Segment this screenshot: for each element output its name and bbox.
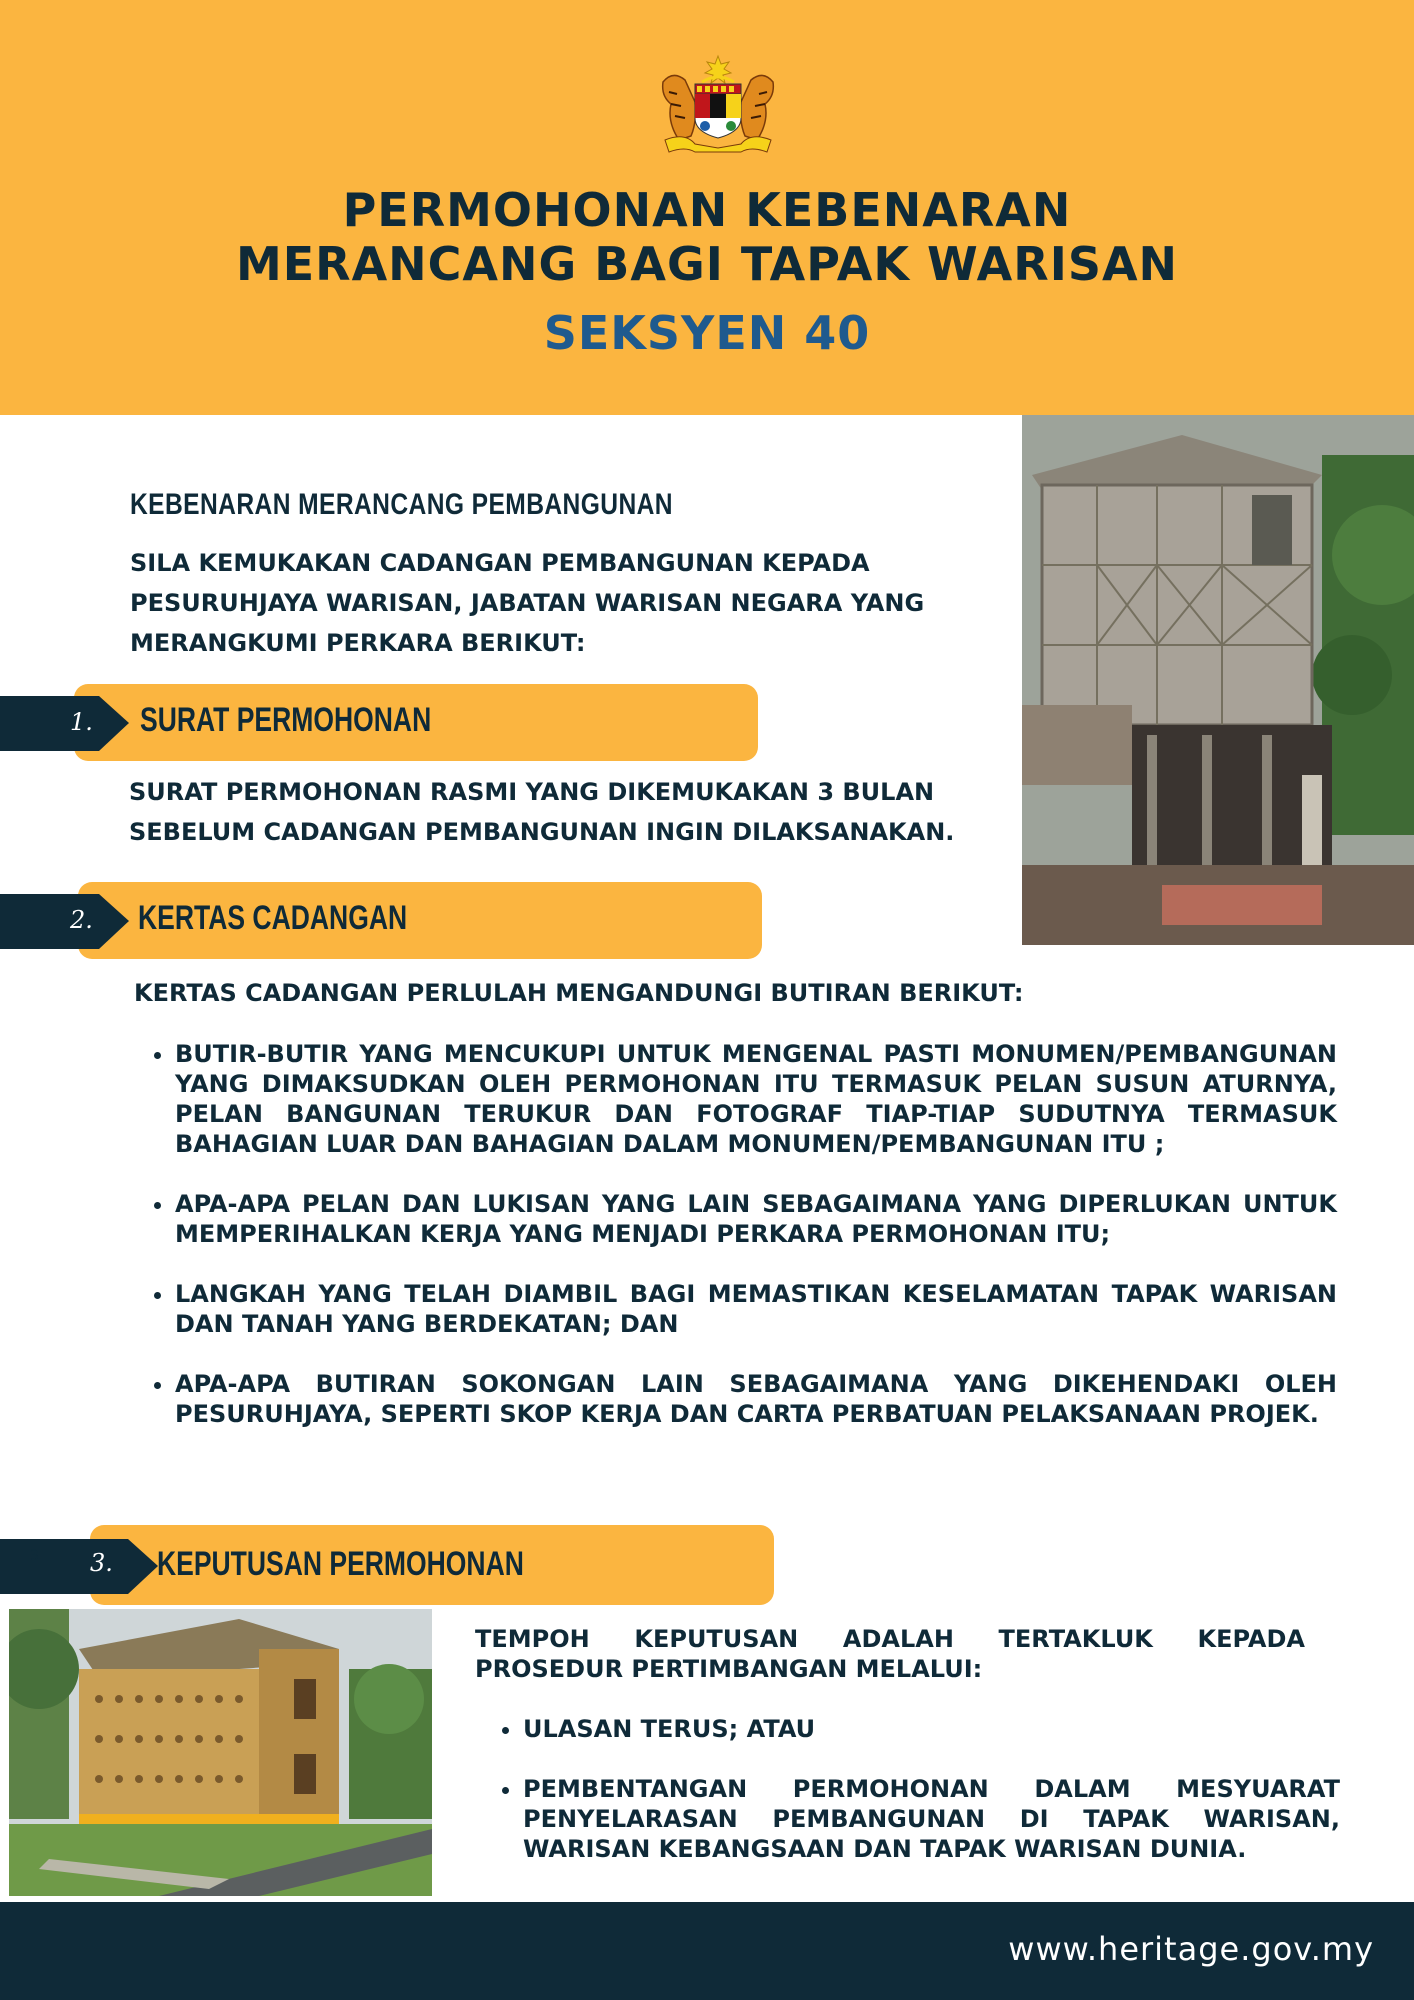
page-title-line-1: PERMOHONAN KEBENARAN [342,183,1072,237]
section-1-title: SURAT PERMOHONAN [140,701,432,739]
section-3-small-number: 3 [30,1548,39,1564]
section-2-number: 2. [70,906,93,934]
heritage-building-photo [9,1609,432,1896]
section-3-title: KEPUTUSAN PERMOHONAN [157,1545,524,1583]
section-2-band [0,882,762,959]
list-item: • APA-APA BUTIRAN SOKONGAN LAIN SEBAGAIMANA YANG DIKEHENDAKI OLEH PESURUHJAYA, SEPERTI SKOP KERJA DAN CARTA PERBATUAN PELAKSANAAN PROJEK. [175,1369,1337,1429]
footer-bar [0,1902,1414,2000]
intro-heading: KEBENARAN MERANCANG PEMBANGUNAN [130,488,673,521]
list-item: • APA-APA PELAN DAN LUKISAN YANG LAIN SEBAGAIMANA YANG DIPERLUKAN UNTUK MEMPERIHALKAN KERJA YANG MENJADI PERKARA PERMOHONAN ITU; [175,1189,1337,1249]
page-subtitle: SEKSYEN 40 [543,306,871,360]
list-item: • BUTIR-BUTIR YANG MENCUKUPI UNTUK MENGENAL PASTI MONUMEN/PEMBANGUNAN YANG DIMAKSUDKAN OLEH PERMOHONAN ITU TERMASUK PELAN SUSUN ATURNYA, PELAN BANGUNAN TERUKUR DAN FOTOGRAF TIAP-TIAP SUDUTNYA TERMASUK BAHAGIAN LUAR DAN BAHAGIAN DALAM MONUMEN/PEMBANGUNAN ITU ; [175,1039,1337,1159]
section-1-number: 1. [70,708,93,736]
page-title-line-2: MERANCANG BAGI TAPAK WARISAN [235,237,1179,291]
section-1-band [0,684,760,761]
heritage-house-photo [1022,415,1414,945]
list-item: • ULASAN TERUS; ATAU [523,1714,1340,1744]
section-2-bullet-list [140,1039,1337,1459]
section-2-text: KERTAS CADANGAN PERLULAH MENGANDUNGI BUTIRAN BERIKUT: [134,979,1024,1007]
intro-text: SILA KEMUKAKAN CADANGAN PEMBANGUNAN KEPADA PESURUHJAYA WARISAN, JABATAN WARISAN NEGARA YANG MERANGKUMI PERKARA BERIKUT: [130,549,925,657]
section-2-title: KERTAS CADANGAN [138,899,408,937]
section-3-band [0,1525,775,1602]
list-item: • PEMBENTANGAN PERMOHONAN DALAM MESYUARAT PENYELARASAN PEMBANGUNAN DI TAPAK WARISAN, WARISAN KEBANGSAAN DAN TAPAK WARISAN DUNIA. [523,1774,1340,1864]
list-item: • LANGKAH YANG TELAH DIAMBIL BAGI MEMASTIKAN KESELAMATAN TAPAK WARISAN DAN TANAH YANG BERDEKATAN; DAN [175,1279,1337,1339]
header-banner [0,0,1414,415]
section-1-text: SURAT PERMOHONAN RASMI YANG DIKEMUKAKAN 3 BULAN SEBELUM CADANGAN PEMBANGUNAN INGIN DILAKSANAKAN. [129,778,955,846]
malaysia-coat-of-arms-icon [655,52,781,156]
section-3-number: 3. [90,1549,113,1577]
section-3-bullet-list [488,1714,1340,1894]
section-3-text: TEMPOH KEPUTUSAN ADALAH TERTAKLUK KEPADA PROSEDUR PERTIMBANGAN MELALUI: [475,1625,1305,1683]
footer-website-link[interactable]: www.heritage.gov.my [1008,1930,1374,1968]
